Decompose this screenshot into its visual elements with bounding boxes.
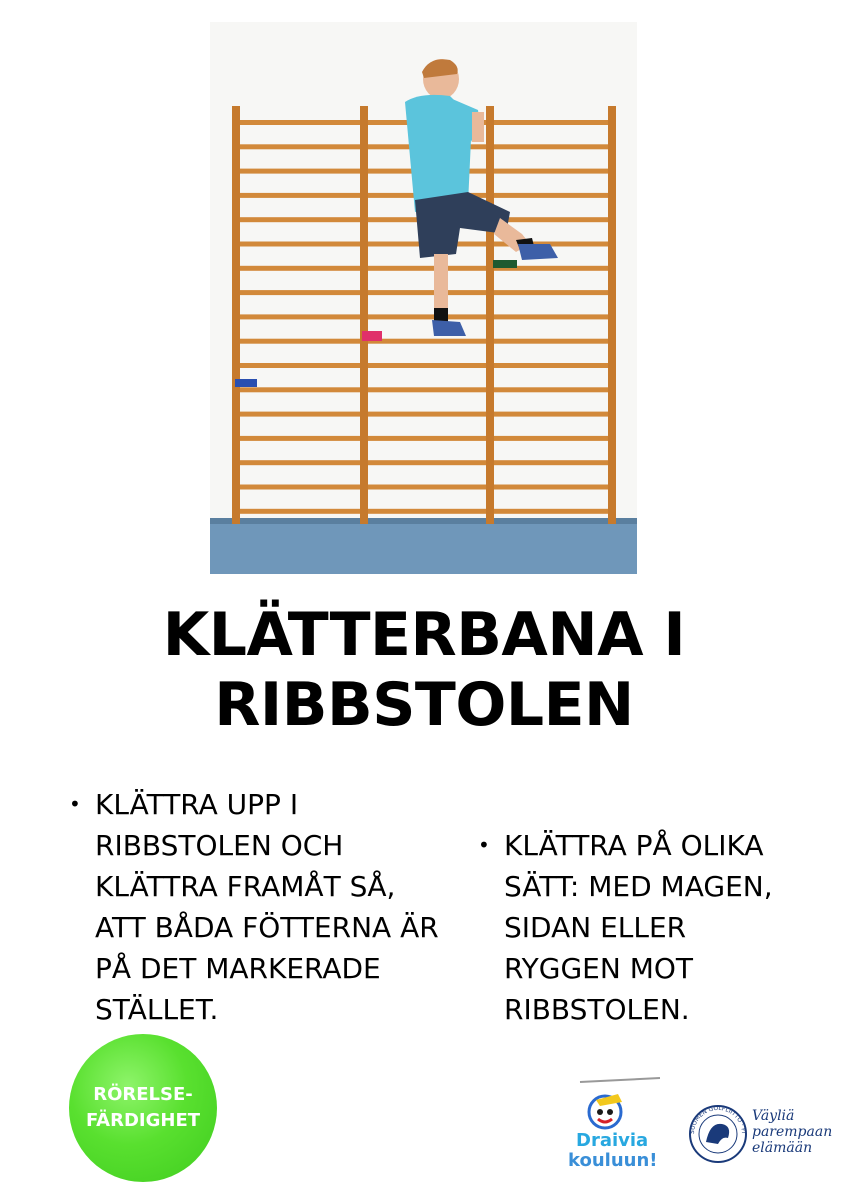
logos-graphic: [560, 1072, 750, 1172]
badge-line-2: FÄRDIGHET: [85, 1110, 201, 1131]
wall-bar-rung: [235, 436, 615, 441]
instruction-line: KLÄTTRA PÅ OLIKA: [504, 829, 764, 862]
title-line-1: KLÄTTERBANA I: [162, 600, 686, 670]
instruction-line: ATT BÅDA FÖTTERNA ÄR: [95, 911, 439, 944]
draivia-logo: [568, 1078, 660, 1171]
tagline: [752, 1108, 832, 1156]
climbing-photo: [210, 22, 637, 574]
wall-bar-rung: [235, 266, 615, 271]
kouluun-word: kouluun!: [568, 1150, 658, 1171]
instruction-item-2: [478, 825, 808, 1035]
wall-bar-rung: [235, 485, 615, 490]
wall-bar-rung: [235, 412, 615, 417]
instruction-item-1: [69, 784, 449, 1034]
wall-bar-rail: [232, 106, 240, 524]
page-title: [0, 600, 848, 740]
green-marker: [493, 260, 517, 268]
draivia-word: Draivia: [576, 1130, 649, 1151]
wall-bar-rail: [486, 106, 494, 524]
instruction-line: PÅ DET MARKERADE: [95, 952, 381, 985]
instruction-text-2: [504, 825, 773, 1030]
instruction-line: KLÄTTRA UPP I: [95, 788, 299, 821]
blue-marker: [235, 379, 257, 387]
wall-bar-rung: [235, 460, 615, 465]
instruction-line: RYGGEN MOT: [504, 952, 693, 985]
tagline-line-1: Väyliä: [752, 1108, 795, 1124]
instruction-text-1: [95, 784, 439, 1030]
skill-badge: [69, 1034, 217, 1182]
bullet-dot: •: [69, 792, 81, 816]
seal-ring-text: SUOMEN GOLFLIITTO · FI: [688, 1104, 748, 1135]
pink-marker: [362, 331, 382, 341]
wall-bars-illustration: [210, 22, 637, 574]
instruction-line: KLÄTTRA FRAMÅT SÅ,: [95, 870, 396, 903]
wall-bar-rung: [235, 363, 615, 368]
instruction-line: STÄLLET.: [95, 993, 219, 1026]
tagline-line-3: elämään: [752, 1140, 813, 1156]
wall-bar-rung: [235, 387, 615, 392]
badge-line-1: RÖRELSE-: [93, 1084, 193, 1105]
wall-bar-rail: [608, 106, 616, 524]
footer-logos: [560, 1072, 833, 1172]
instruction-line: RIBBSTOLEN.: [504, 993, 690, 1026]
title-line-2: RIBBSTOLEN: [214, 670, 634, 740]
tagline-line-2: parempaan: [752, 1124, 833, 1140]
instruction-line: RIBBSTOLEN OCH: [95, 829, 344, 862]
wall-bar-rail: [360, 106, 368, 524]
instruction-line: SÄTT: MED MAGEN,: [504, 870, 773, 903]
bullet-dot: •: [478, 833, 490, 857]
wall-bar-rung: [235, 290, 615, 295]
instruction-line: SIDAN ELLER: [504, 911, 687, 944]
wall-bar-rung: [235, 314, 615, 319]
wall-bar-rung: [235, 339, 615, 344]
wall-bar-rung: [235, 509, 615, 514]
